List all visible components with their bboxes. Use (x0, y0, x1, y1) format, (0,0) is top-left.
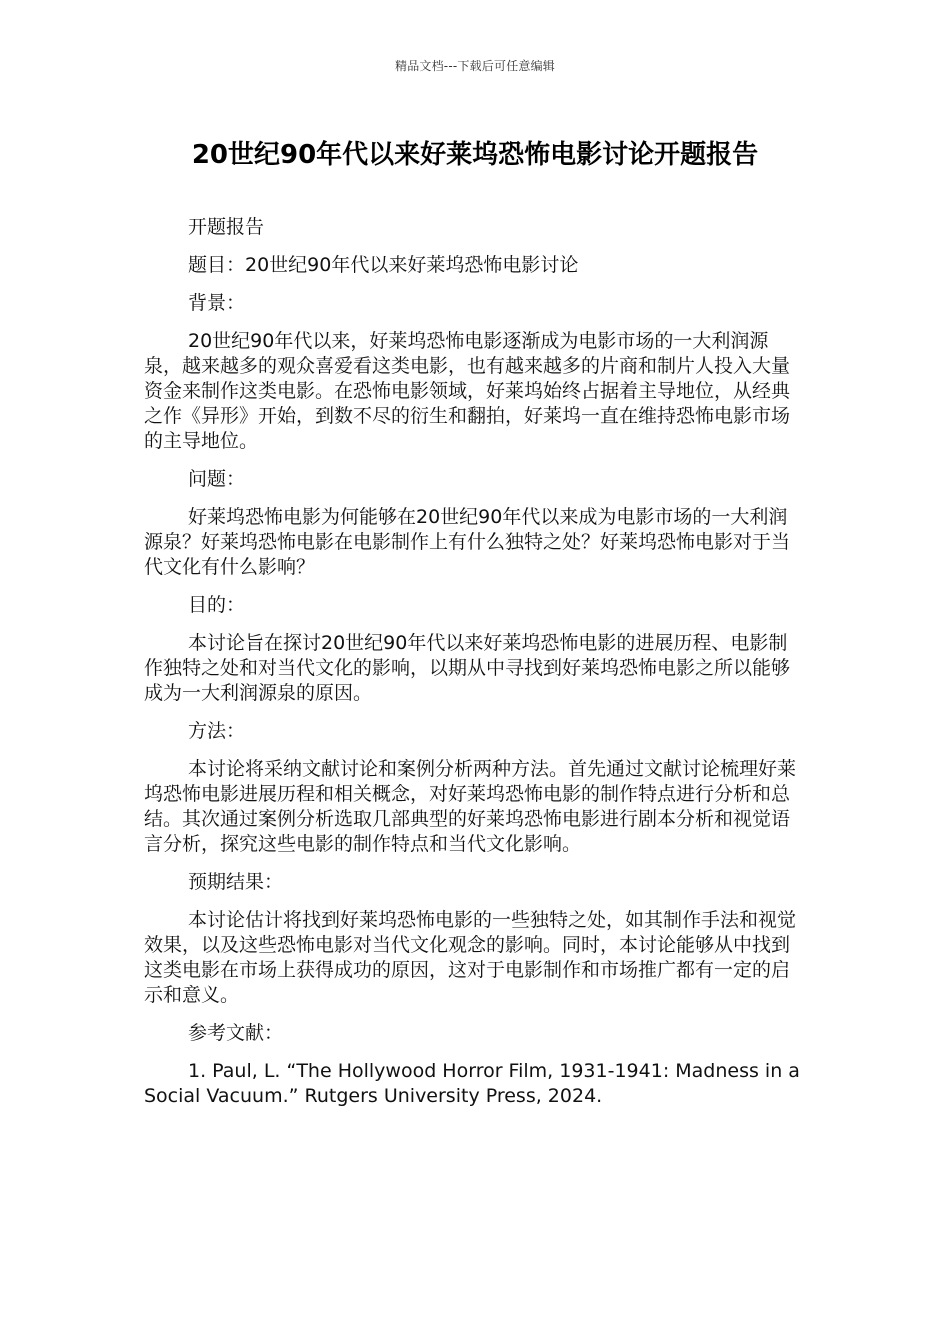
page-header-watermark: 精品文档---下载后可任意编辑 (395, 59, 555, 73)
purpose-label: 目的： (188, 594, 246, 616)
document-body (144, 215, 804, 1109)
topic-line: 题目：20世纪90年代以来好莱坞恐怖电影讨论 (188, 254, 579, 276)
expected-results-paragraph: 本讨论估计将找到好莱坞恐怖电影的一些独特之处，如其制作手法和视觉效果，以及这些恐怖电影对当代文化观念的影响。同时，本讨论能够从中找到这类电影在市场上获得成功的原因，这对于电影制作和市场推广都有一定的启示和意义。 (144, 909, 797, 1006)
method-paragraph: 本讨论将采纳文献讨论和案例分析两种方法。首先通过文献讨论梳理好莱坞恐怖电影进展历程和相关概念，对好莱坞恐怖电影的制作特点进行分析和总结。其次通过案例分析选取几部典型的好莱坞恐怖电影进行剧本分析和视觉语言分析，探究这些电影的制作特点和当代文化影响。 (144, 758, 797, 855)
background-paragraph: 20世纪90年代以来，好莱坞恐怖电影逐渐成为电影市场的一大利润源泉，越来越多的观众喜爱看这类电影，也有越来越多的片商和制片人投入大量资金来制作这类电影。在恐怖电影领域，好莱坞始终占据着主导地位，从经典之作《异形》开始，到数不尽的衍生和翻拍，好莱坞一直在维持恐怖电影市场的主导地位。 (144, 330, 791, 452)
question-label: 问题： (188, 468, 246, 490)
question-paragraph: 好莱坞恐怖电影为何能够在20世纪90年代以来成为电影市场的一大利润源泉？好莱坞恐怖电影在电影制作上有什么独特之处？好莱坞恐怖电影对于当代文化有什么影响？ (144, 506, 791, 578)
expected-results-label: 预期结果： (188, 871, 284, 893)
purpose-paragraph: 本讨论旨在探讨20世纪90年代以来好莱坞恐怖电影的进展历程、电影制作独特之处和对当代文化的影响，以期从中寻找到好莱坞恐怖电影之所以能够成为一大利润源泉的原因。 (144, 632, 791, 704)
references-label: 参考文献： (188, 1022, 284, 1044)
background-label: 背景： (188, 292, 246, 314)
report-label: 开题报告 (188, 216, 265, 238)
document-title: 20世纪90年代以来好莱坞恐怖电影讨论开题报告 (191, 140, 759, 170)
method-label: 方法： (188, 720, 246, 742)
reference-item: 1. Paul, L. “The Hollywood Horror Film, 1931-1941: Madness in a Social Vacuum.” Rutgers University Press, 2024. (144, 1060, 800, 1107)
